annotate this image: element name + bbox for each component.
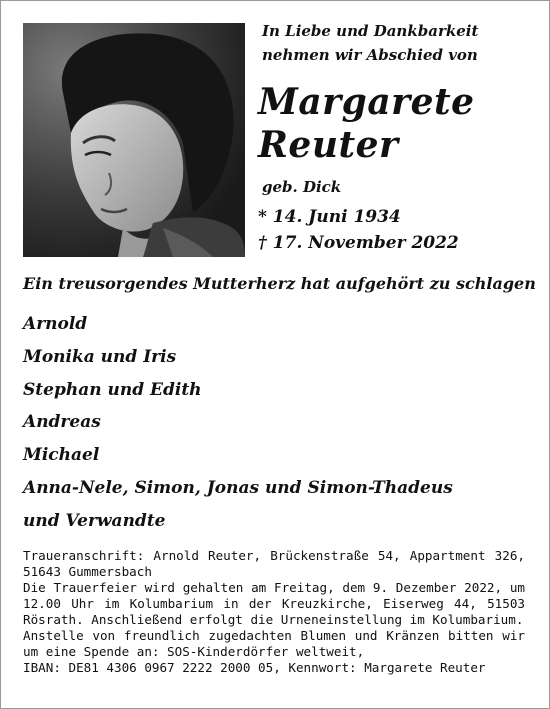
mourners-list — [23, 308, 453, 538]
mourner-name: Stephan und Edith — [23, 379, 202, 400]
intro-line-1: In Liebe und Dankbarkeit — [262, 22, 479, 40]
memorial-quote: Ein treusorgendes Mutterherz hat aufgehört zu schlagen — [23, 274, 536, 293]
mourner-name: Arnold — [23, 314, 88, 334]
birth-date: * 14. Juni 1934 — [258, 207, 401, 227]
bank-details: IBAN: DE81 4306 0967 2222 2000 05, Kennwort: Margarete Reuter — [23, 660, 486, 675]
mourning-address: Traueranschrift: Arnold Reuter, Brückenstraße 54, Appartment 326, 51643 Gummersbach — [23, 548, 525, 579]
birth-name: geb. Dick — [262, 178, 342, 196]
donation-request: Anstelle von freundlich zugedachten Blumen und Kränzen bitten wir um eine Spende an: SOS-Kinderdörfer weltweit, — [23, 628, 525, 659]
portrait-photo — [23, 23, 245, 257]
ceremony-info: Die Trauerfeier wird gehalten am Freitag, dem 9. Dezember 2022, um 12.00 Uhr im Kolumbarium in der Kreuzkirche, Eiserweg 44, 51503 Rösrath. Anschließend erfolgt die Urneneinstellung im Kolumbarium. — [23, 580, 525, 627]
deceased-first-name: Margarete — [258, 81, 475, 123]
mourner-name: und Verwandte — [23, 510, 166, 531]
deceased-last-name: Reuter — [258, 124, 399, 166]
mourner-name: Anna-Nele, Simon, Jonas und Simon-Thadeus — [23, 477, 453, 498]
mourner-name: Andreas — [23, 412, 101, 433]
intro-line-2: nehmen wir Abschied von — [262, 46, 478, 64]
funeral-details — [23, 548, 525, 676]
mourner-name: Michael — [23, 445, 100, 466]
mourner-name: Monika und Iris — [23, 346, 177, 367]
death-date: † 17. November 2022 — [258, 233, 459, 253]
